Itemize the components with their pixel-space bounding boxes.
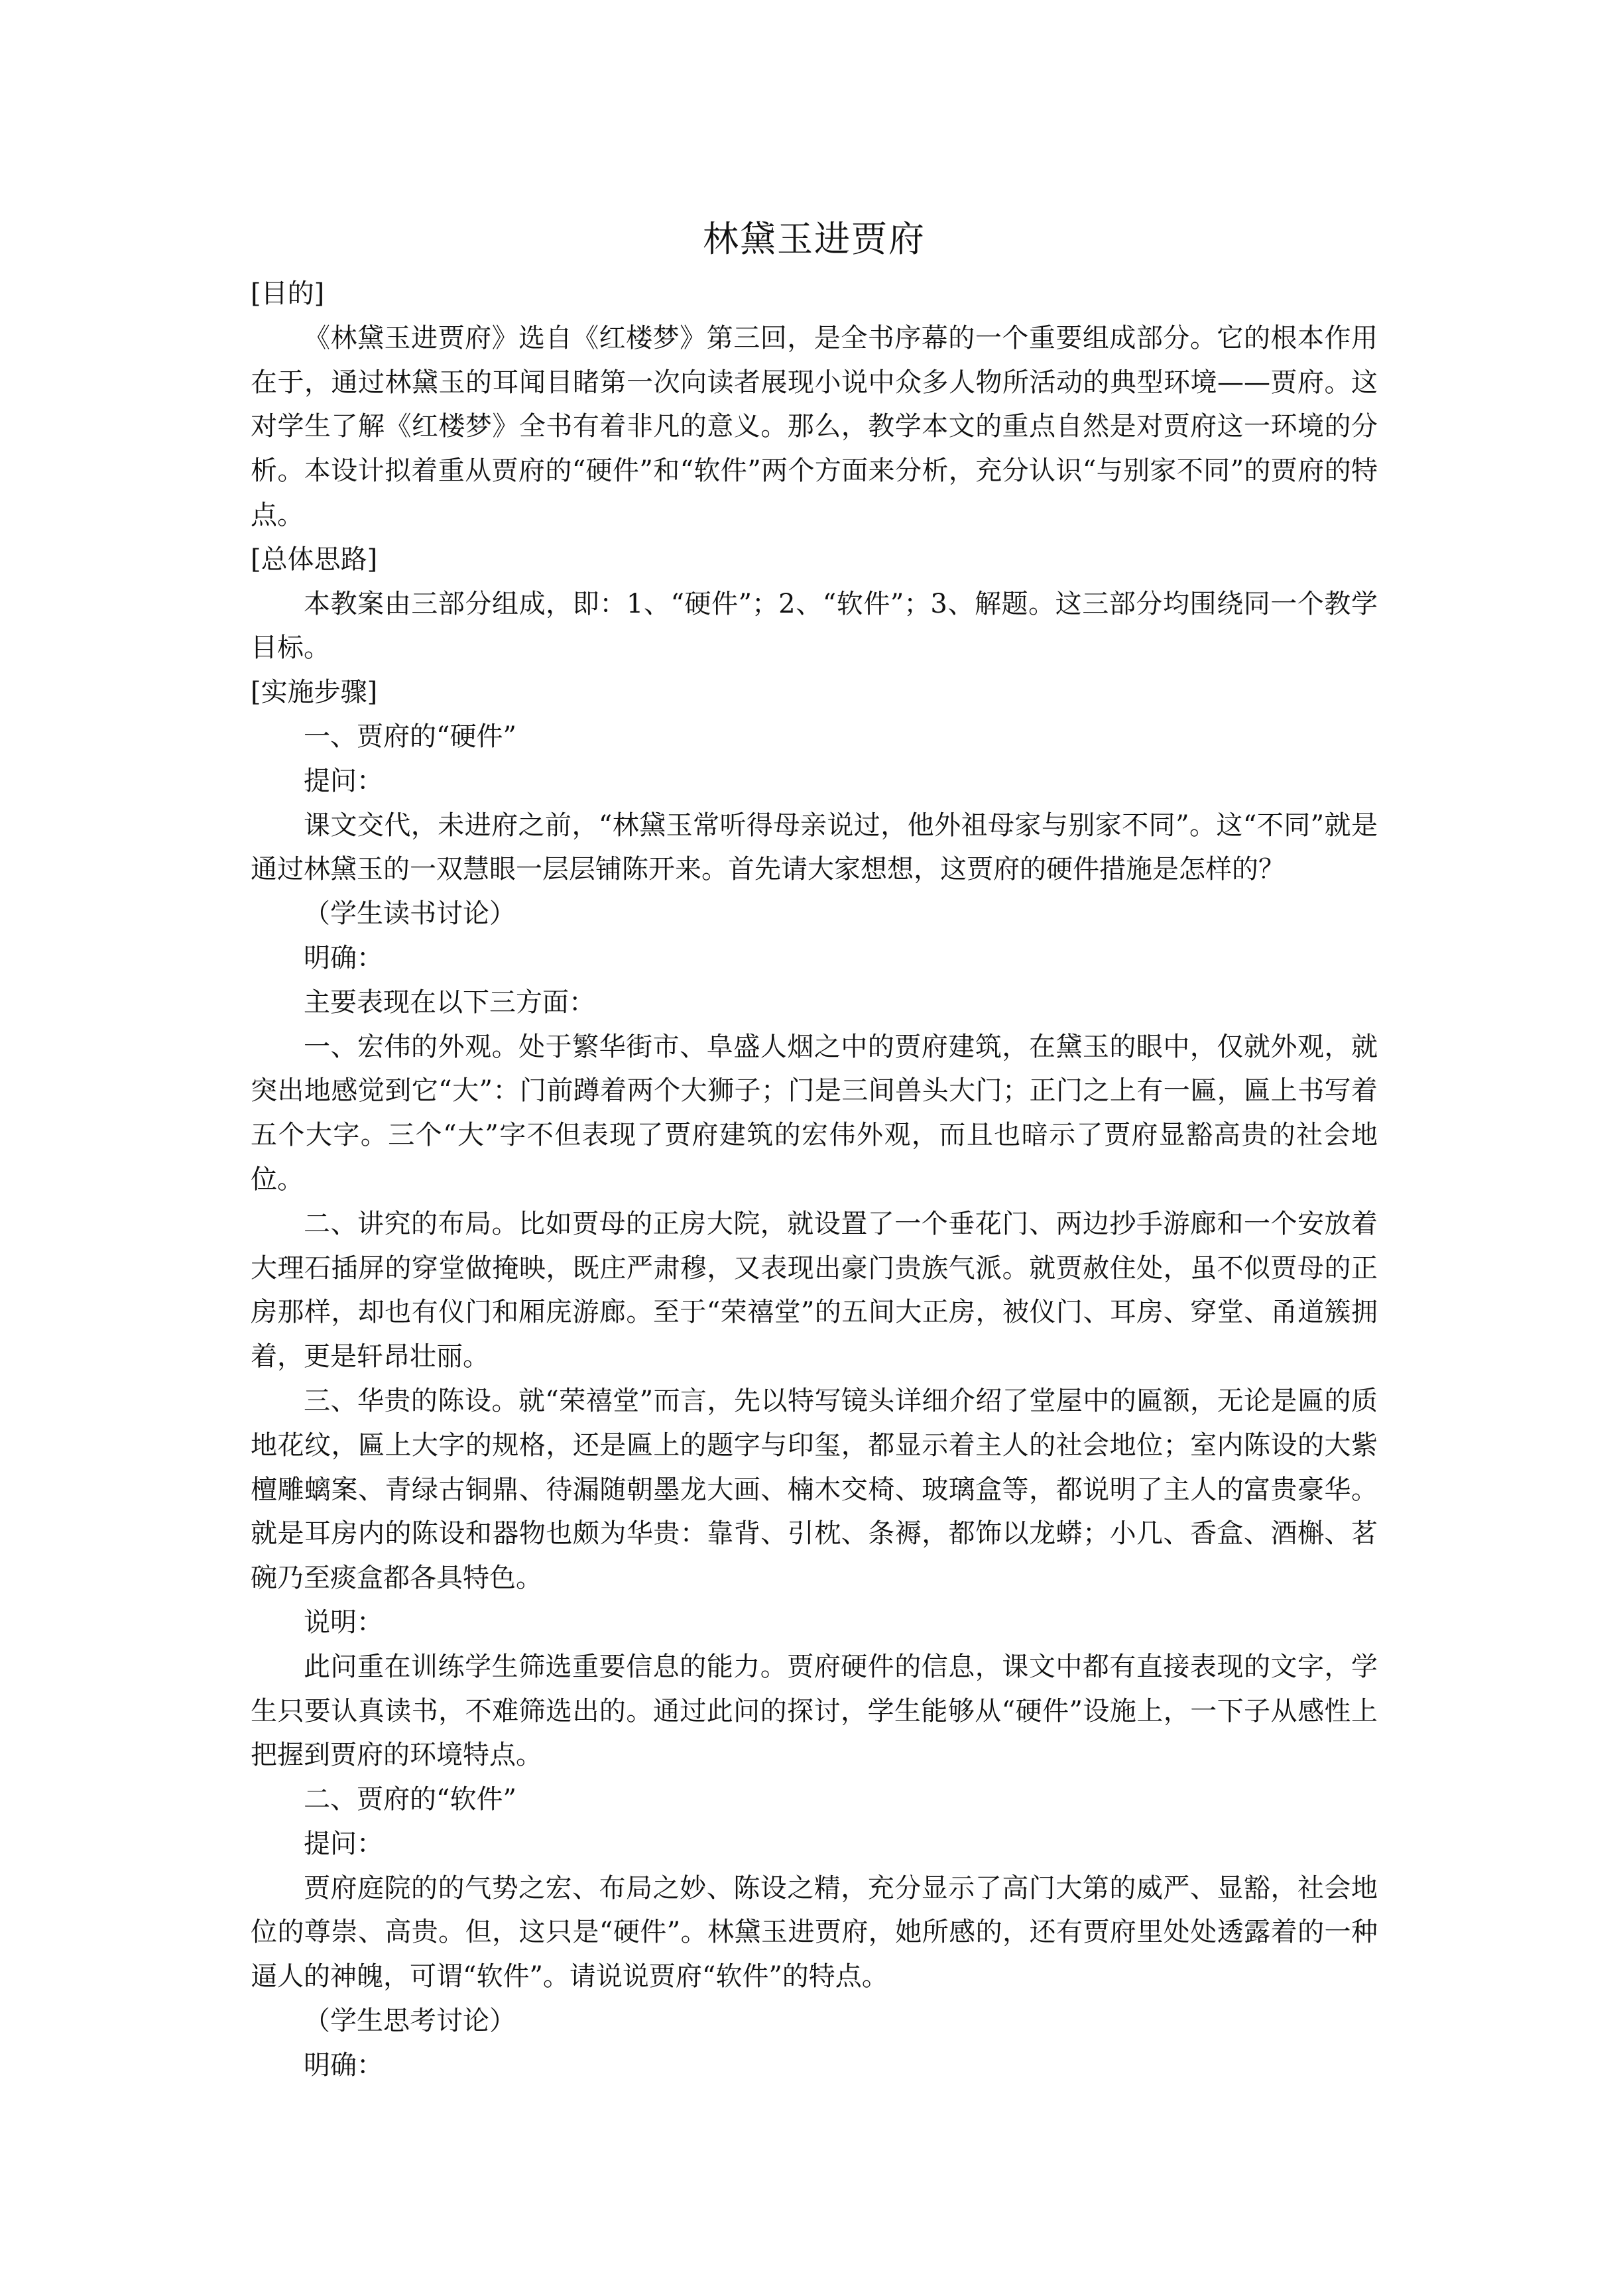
section-heading: [实施步骤]: [251, 677, 378, 708]
paragraph: 三、华贵的陈设。就“荣禧堂”而言，先以特写镜头详细介绍了堂屋中的匾额，无论是匾的质地花纹，匾上大字的规格，还是匾上的题字与印玺，都显示着主人的社会地位；室内陈设的大紫檀雕螭案、青绿古铜鼎、待漏随朝墨龙大画、楠木交椅、玻璃盒等，都说明了主人的富贵豪华。就是耳房内的陈设和器物也颇为华贵：靠背、引枕、条褥，都饰以龙蟒；小几、香盒、酒槲、茗碗乃至痰盒都各具特色。: [251, 1385, 1378, 1594]
section-heading: [总体思路]: [251, 544, 378, 575]
paragraph: 提问：: [304, 765, 383, 796]
paragraph: 本教案由三部分组成，即：1、“硬件”；2、“软件”；3、解题。这三部分均围绕同一个教学目标。: [251, 588, 1378, 664]
paragraph: 说明：: [304, 1606, 383, 1638]
paragraph: 一、宏伟的外观。处于繁华街市、阜盛人烟之中的贾府建筑，在黛玉的眼中，仅就外观，就突出地感觉到它“大”：门前蹲着两个大狮子；门是三间兽头大门；正门之上有一匾，匾上书写着五个大字。三个“大”字不但表现了贾府建筑的宏伟外观，而且也暗示了贾府显豁高贵的社会地位。: [251, 1031, 1378, 1195]
paragraph: 二、贾府的“软件”: [304, 1784, 516, 1815]
paragraph: 明确：: [304, 942, 383, 973]
document-title: 林黛玉进贾府: [703, 218, 926, 260]
paragraph: 课文交代，未进府之前，“林黛玉常听得母亲说过，他外祖母家与别家不同”。这“不同”就是通过林黛玉的一双慧眼一层层铺陈开来。首先请大家想想，这贾府的硬件措施是怎样的？: [251, 810, 1378, 885]
paragraph: 一、贾府的“硬件”: [304, 721, 516, 752]
paragraph: 《林黛玉进贾府》选自《红楼梦》第三回，是全书序幕的一个重要组成部分。它的根本作用在于，通过林黛玉的耳闻目睹第一次向读者展现小说中众多人物所活动的典型环境——贾府。这对学生了解《红楼梦》全书有着非凡的意义。那么，教学本文的重点自然是对贾府这一环境的分析。本设计拟着重从贾府的“硬件”和“软件”两个方面来分析，充分认识“与别家不同”的贾府的特点。: [251, 322, 1378, 530]
paragraph: 二、讲究的布局。比如贾母的正房大院，就设置了一个垂花门、两边抄手游廊和一个安放着大理石插屏的穿堂做掩映，既庄严肃穆，又表现出豪门贵族气派。就贾赦住处，虽不似贾母的正房那样，却也有仪门和厢庑游廊。至于“荣禧堂”的五间大正房，被仪门、耳房、穿堂、甬道簇拥着，更是轩昂壮丽。: [251, 1208, 1378, 1372]
paragraph: 明确：: [304, 2049, 383, 2081]
paragraph: 提问：: [304, 1828, 383, 1859]
paragraph: 主要表现在以下三方面：: [304, 987, 595, 1018]
section-heading: [目的]: [251, 278, 325, 309]
paragraph: （学生思考讨论）: [304, 2006, 516, 2037]
paragraph: （学生读书讨论）: [304, 898, 516, 930]
paragraph: 贾府庭院的的气势之宏、布局之妙、陈设之精，充分显示了高门大第的威严、显豁，社会地位的尊崇、高贵。但，这只是“硬件”。林黛玉进贾府，她所感的，还有贾府里处处透露着的一种逼人的神魄，可谓“软件”。请说说贾府“软件”的特点。: [251, 1872, 1378, 1992]
document-body: [251, 272, 1378, 2088]
paragraph: 此问重在训练学生筛选重要信息的能力。贾府硬件的信息，课文中都有直接表现的文字，学生只要认真读书，不难筛选出的。通过此问的探讨，学生能够从“硬件”设施上，一下子从感性上把握到贾府的环境特点。: [251, 1651, 1378, 1771]
document-page: [251, 211, 1378, 2088]
